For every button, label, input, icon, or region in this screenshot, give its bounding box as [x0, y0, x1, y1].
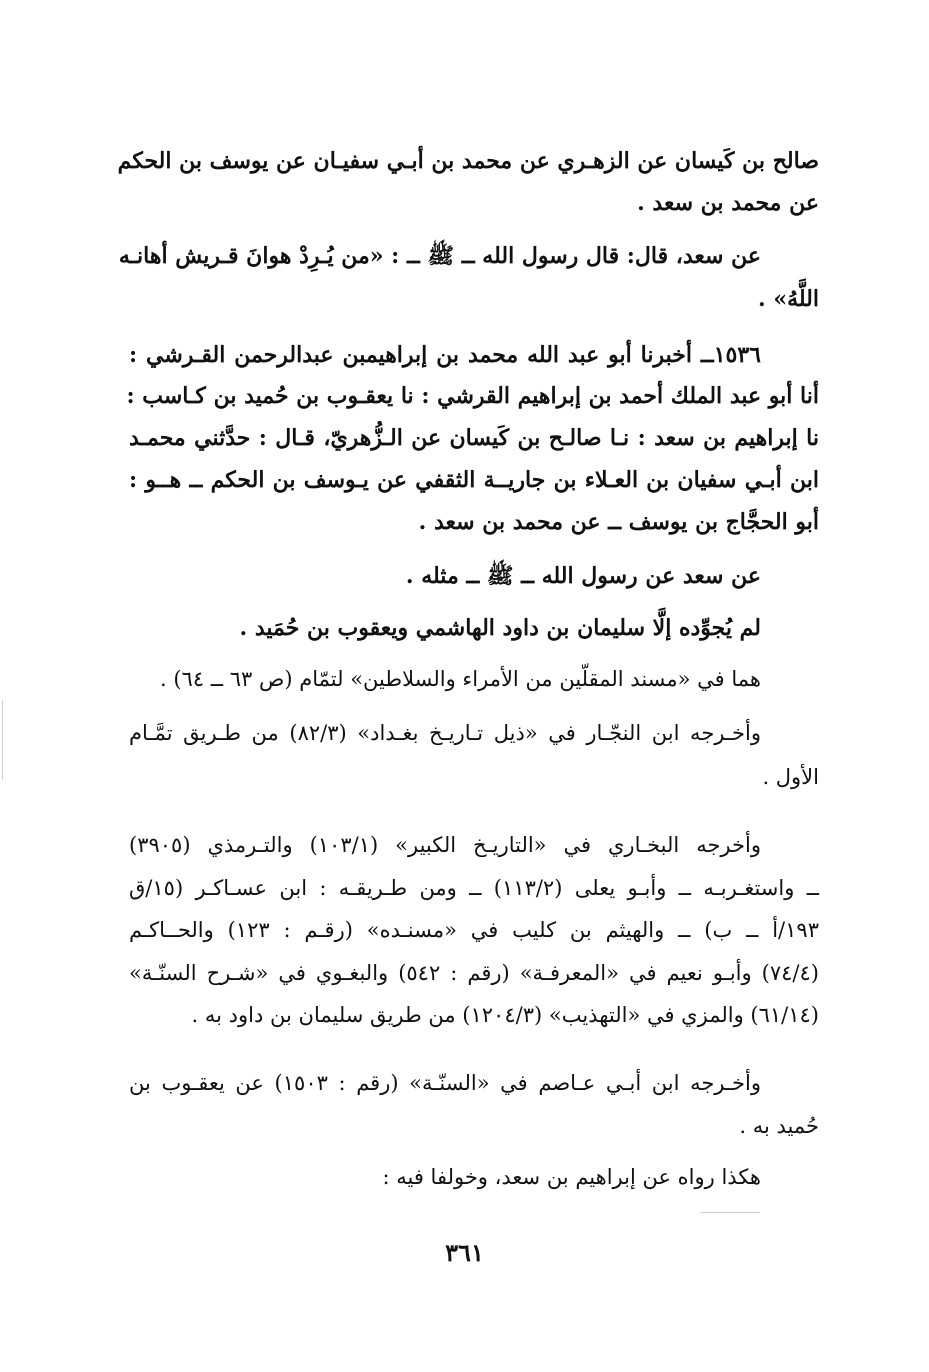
text-line: وأخـرجه ابن أبـي عـاصم في «السنّـة» (رقم : ١٥٠٣) عن يعقـوب بن — [129, 1071, 762, 1095]
text-line: وأخرجه البخـاري في «التاريـخ الكبير» (١٠٣/١) والتـرمذي (٣٩٠٥) — [129, 833, 761, 857]
text-line: عن سعد، قال: قال رسول الله ــ ﷺ ــ : «من يُـرِدْ هوانَ قـريش أهانـه — [118, 243, 761, 269]
text-line: هكذا رواه عن إبراهيم بن سعد، وخولفا فيه : — [382, 1165, 761, 1189]
text-line: ١٩٣/أ ــ ب) ــ والهيثم بن كليب في «مسنـده» (رقـم : ١٢٣) والحــاكـم — [129, 918, 819, 942]
text-line: الأول . — [762, 765, 819, 789]
text-line: حُميد به . — [739, 1114, 819, 1138]
text-line: نا إبراهيم بن سعد : نـا صالـح بن كَيسان عن الـزُّهريّ، قـال : حدَّثني محمـد — [129, 425, 819, 451]
hadith-number-line: ١٥٣٦ــ أخبرنا أبو عبد الله محمد بن إبراهيمبن عبدالرحمن القـرشي : — [129, 342, 761, 368]
text-line: لم يُجوِّده إلَّا سليمان بن داود الهاشمي ويعقوب بن حُمَيد . — [239, 615, 761, 641]
scan-smudge — [700, 1212, 760, 1213]
text-line: أنا أبو عبد الملك أحمد بن إبراهيم القرشي : نا يعقـوب بن حُميد بن كـاسب : — [126, 383, 819, 409]
text-line: وأخـرجه ابن النجّـار في «ذيل تـاريـخ بغـداد» (٨٢/٣) من طـريق تمَّـام — [129, 721, 761, 745]
scan-edge-mark — [2, 700, 3, 780]
text-line: هما في «مسند المقلّين من الأمراء والسلاطين» لتمّام (ص ٦٣ ــ ٦٤) . — [160, 667, 761, 691]
text-line: عن محمد بن سعد . — [637, 190, 819, 216]
text-line: اللَّهُ» . — [758, 286, 819, 312]
text-line: (٧٤/٤) وأبـو نعيم في «المعرفـة» (رقم : ٥٤٢) والبغـوي في «شـرح السنّـة» — [129, 961, 819, 985]
text-line: أبو الحجَّاج بن يوسف ــ عن محمد بن سعد . — [418, 509, 819, 535]
text-line: ابن أبـي سفيان بن العـلاء بن جاريــة الثقفي عن يـوسف بن الحكم ــ هــو : — [129, 467, 819, 493]
text-line: ــ واستغـربـه ــ وأبـو يعلى (١١٣/٢) ــ ومن طـريقـه : ابن عسـاكـر (١٥/ق — [129, 876, 820, 900]
text-line: صالح بن كَيسان عن الزهـري عن محمد بن أبـي سفيـان عن يوسف بن الحكم — [117, 148, 819, 174]
text-line: عن سعد عن رسول الله ــ ﷺ ــ مثله . — [405, 563, 761, 589]
page-number: ٣٦١ — [445, 1238, 484, 1267]
text-line: (٦١/١٤) والمزي في «التهذيب» (١٢٠٤/٣) من طريق سليمان بن داود به . — [191, 1003, 819, 1027]
